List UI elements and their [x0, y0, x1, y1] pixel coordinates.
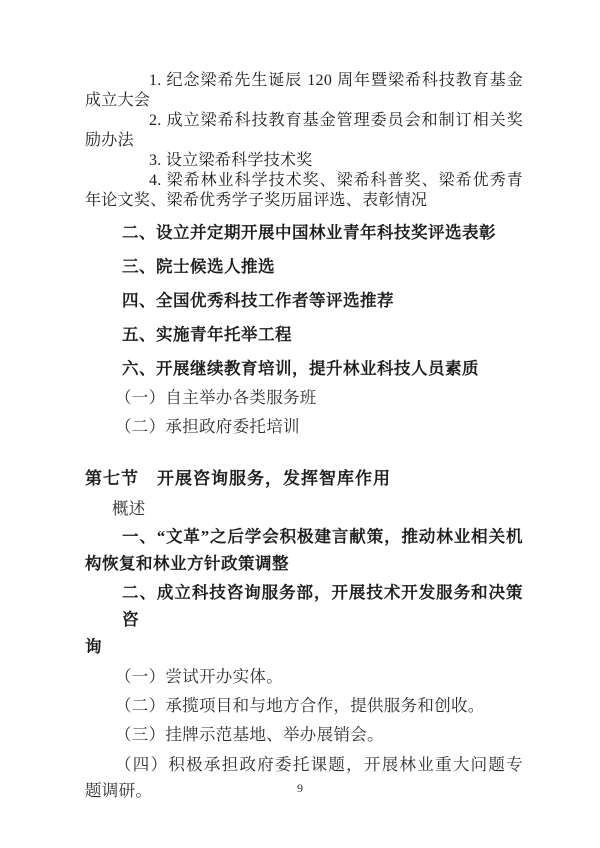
text-line: （三）挂牌示范基地、举办展销会。: [115, 725, 384, 744]
document-body: [85, 71, 523, 804]
text-line: 一、“文革”之后学会积极建言献策，推动林业相关机: [122, 527, 523, 546]
text-line: 成立大会: [85, 92, 151, 109]
text-line: 四、全国优秀科技工作者等评选推荐: [122, 291, 394, 310]
text-line: 五、实施青年托举工程: [122, 325, 292, 344]
text-line: 2. 成立梁希科技教育基金管理委员会和制订相关奖: [149, 112, 523, 129]
text-line: （二）承担政府委托培训: [115, 417, 300, 436]
text-line: 概述: [112, 499, 146, 518]
text-line: 3. 设立梁希科学技术奖: [149, 152, 313, 169]
page-number: 9: [297, 781, 303, 795]
text-line: 询: [85, 637, 102, 656]
sub-item: [85, 415, 523, 439]
bold-heading: [85, 289, 523, 313]
text-line: 六、开展继续教育培训，提升林业科技人员素质: [122, 359, 479, 378]
numbered-list-item: [85, 151, 523, 171]
sub-item: [85, 752, 523, 804]
bold-heading: [85, 221, 523, 245]
numbered-list-item: [85, 171, 523, 211]
bold-heading: [85, 523, 523, 577]
sub-item: [85, 723, 523, 747]
overview-label: [85, 497, 523, 521]
sub-item: [85, 665, 523, 689]
text-line: 三、院士候选人推选: [122, 257, 275, 276]
bold-heading: [85, 357, 523, 381]
text-line: 4. 梁希林业科学技术奖、梁希科普奖、梁希优秀青: [149, 172, 523, 189]
text-line: （一）尝试开办实体。: [115, 667, 283, 686]
bold-heading: [85, 579, 523, 660]
numbered-list-item: [85, 71, 523, 111]
text-line: 励办法: [85, 132, 134, 149]
text-line: 二、成立科技咨询服务部，开展技术开发服务和决策咨: [122, 583, 523, 629]
text-line: 年论文奖、梁希优秀学子奖历届评选、表彰情况: [85, 192, 428, 209]
text-line: （二）承揽项目和与地方合作，提供服务和创收。: [115, 696, 485, 715]
text-line: 二、设立并定期开展中国林业青年科技奖评选表彰: [122, 223, 496, 242]
text-line: （一）自主举办各类服务班: [115, 388, 317, 407]
bold-heading: [85, 323, 523, 347]
sub-item: [85, 694, 523, 718]
text-line: 题调研。: [85, 781, 153, 800]
text-line: 1. 纪念梁希先生诞辰 120 周年暨梁希科技教育基金: [149, 72, 523, 89]
bold-heading: [85, 255, 523, 279]
text-line: 第七节 开展咨询服务，发挥智库作用: [85, 469, 391, 488]
text-line: （四）积极承担政府委托课题，开展林业重大问题专: [115, 755, 523, 774]
sub-item: [85, 386, 523, 410]
numbered-list-item: [85, 111, 523, 151]
section-heading: [85, 466, 523, 492]
text-line: 构恢复和林业方针政策调整: [85, 554, 289, 573]
